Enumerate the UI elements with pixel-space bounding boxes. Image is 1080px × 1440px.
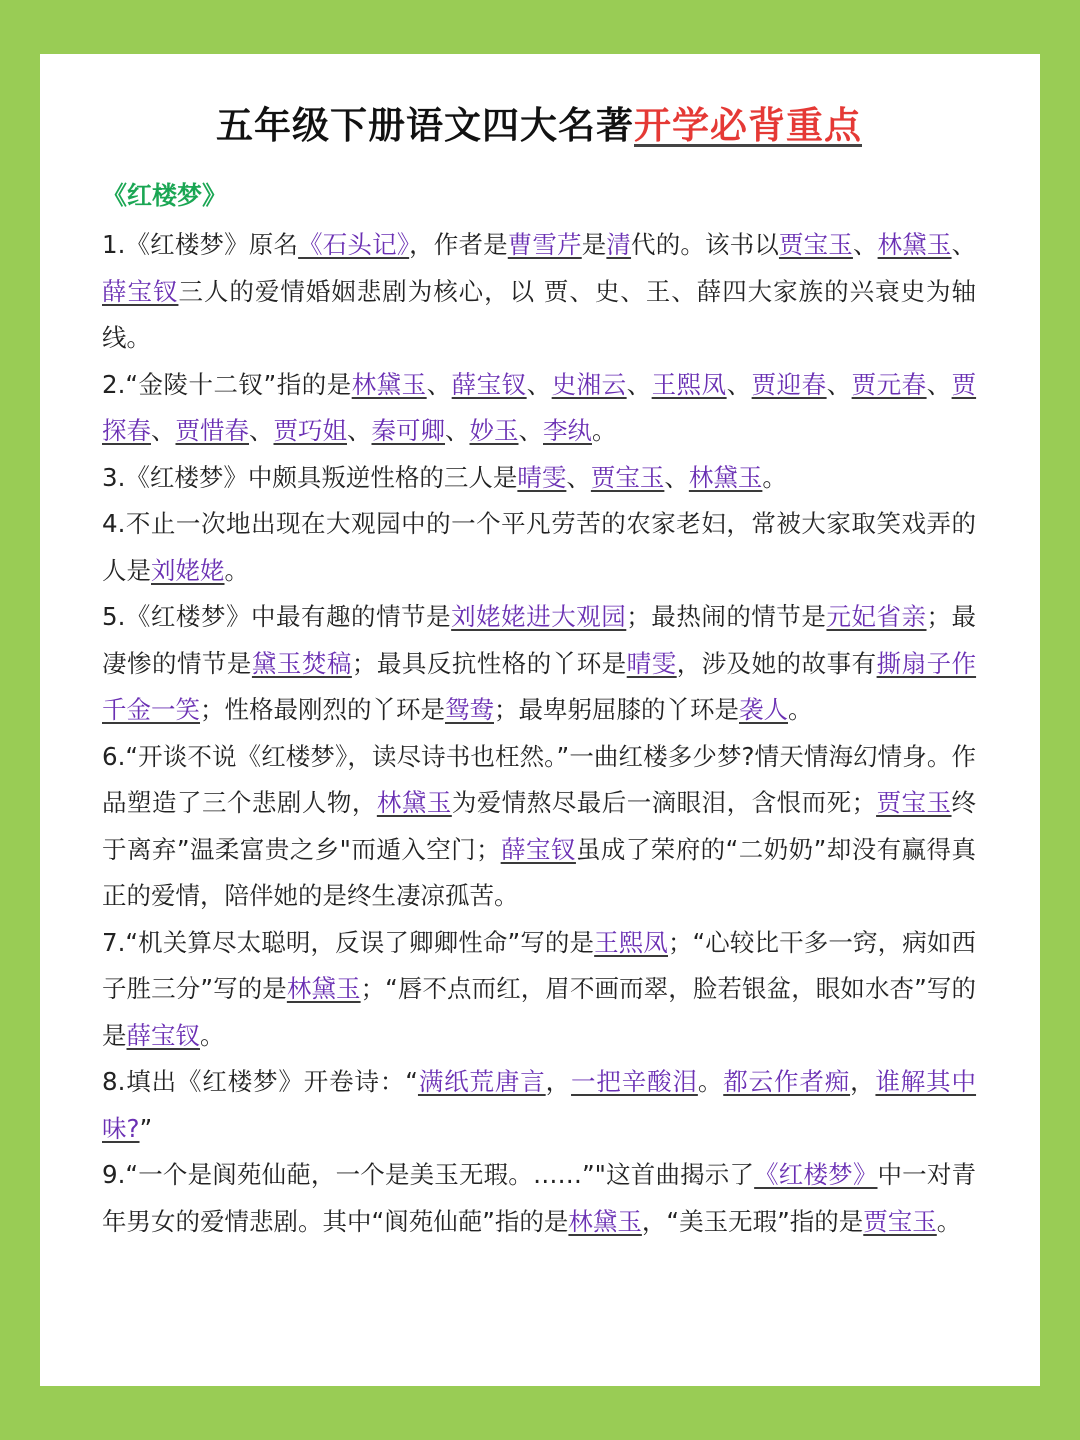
list-item [102,501,976,594]
item-text: ；“心较比干多一窍，病如西子胜三分”写的是 [102,927,976,1003]
key-answer: 史湘云 [551,369,627,399]
key-answer: 薛宝钗 [102,276,179,306]
item-text: ；最卑躬屈膝的丫环是 [494,695,739,724]
item-text: 2.“金陵十二钗”指的是 [102,369,352,399]
list-item [102,222,976,362]
key-points-list [102,222,976,1245]
item-text: 。 [762,462,787,492]
item-text: 、 [518,416,543,445]
item-text: ，涉及她的故事有 [676,648,877,678]
list-item [102,594,976,734]
key-answer: 王熙凤 [594,927,668,957]
key-answer: 谁解其中味? [102,1067,977,1143]
item-text: 、 [664,462,689,492]
key-answer: 清 [606,230,632,259]
item-text: 、 [826,369,852,399]
key-answer: 王熙凤 [651,369,727,399]
key-answer: 林黛玉 [877,230,952,259]
item-text: 、 [626,369,652,399]
item-text: ；最具反抗性格的丫环是 [351,648,627,678]
key-answer: 贾元春 [851,369,927,399]
key-answer: 林黛玉 [376,788,452,817]
section-heading: 《红楼梦》 [102,181,228,210]
item-text: 。 [936,1206,962,1236]
item-text: 8.填出《红楼梦》开卷诗：“ [102,1067,418,1096]
list-item [102,362,976,455]
item-text: 三人的爱情婚姻悲剧为核心，以 贾、史、王、薛四大家族的兴衰史为轴线。 [102,276,976,352]
list-item [102,920,976,1060]
page-title [102,100,976,152]
key-answer: 林黛玉 [351,369,427,399]
key-answer: 满纸荒唐言 [417,1067,546,1096]
key-answer: 贾惜春 [175,416,249,445]
item-text: 、 [526,369,552,399]
item-text: 7.“机关算尽太聪明，反误了卿卿性命”写的是 [102,927,595,957]
item-text: 。 [697,1067,724,1096]
item-text: 、 [151,416,176,445]
item-text: 。 [592,416,617,445]
key-answer: 鸳鸯 [445,695,494,724]
item-text: ；“唇不点而红，眉不画而翠，脸若银盆，眼如水杏”写的是 [102,974,976,1050]
key-answer: 薛宝钗 [500,834,576,864]
item-text: 、 [951,230,977,259]
key-answer: 贾宝玉 [863,1206,937,1236]
item-text: 、 [566,462,591,492]
document-card [40,54,1040,1386]
key-answer: 《石头记》 [298,230,410,259]
item-text: 是 [581,230,607,259]
key-answer: 撕扇子作千金一笑 [102,648,977,724]
item-text: ；性格最刚烈的丫环是 [200,695,445,724]
key-answer: 一把辛酸泪 [571,1067,698,1096]
key-answer: 刘姥姥进大观园 [451,602,627,631]
item-text: 6.“开谈不说《红楼梦》，读尽诗书也枉然。”一曲红楼多少梦?情天情海幻情身。作品塑造了三个悲剧人物， [102,741,976,817]
item-text: 、 [249,416,274,445]
item-text: 虽成了荣府的“二奶奶”却没有赢得真正的爱情，陪伴她的是终生凄凉孤苦。 [102,834,976,910]
key-answer: 曹雪芹 [507,230,582,259]
key-answer: 晴雯 [626,648,677,678]
key-answer: 贾宝玉 [590,462,665,492]
key-answer: 元妃省亲 [826,602,927,631]
key-answer: 李纨 [543,416,592,445]
item-text: ；最凄惨的情节是 [102,602,977,678]
item-text: 中一对青年男女的爱情悲剧。其中“阆苑仙葩”指的是 [102,1160,977,1236]
item-text: 9.“一个是阆苑仙葩，一个是美玉无瑕。……”"这首曲揭示了 [102,1160,755,1189]
key-answer: 黛玉焚稿 [251,648,352,678]
key-answer: 都云作者痴 [723,1067,851,1096]
key-answer: 袭人 [739,695,788,724]
item-text: 、 [926,369,952,399]
item-text: ，“美玉无瑕”指的是 [641,1206,864,1236]
key-answer: 林黛玉 [568,1206,642,1236]
key-answer: 晴雯 [517,462,567,492]
item-text: 、 [726,369,752,399]
list-item [102,734,976,920]
item-text: 4.不止一次地出现在大观园中的一个平凡劳苦的农家老妇，常被大家取笑戏弄的人是 [102,509,976,585]
key-answer: 妙玉 [469,416,519,445]
item-text: 1.《红楼梦》原名 [102,230,299,259]
title-main: 五年级下册语文四大名著 [216,104,634,147]
list-item [102,455,976,502]
item-text: 。 [200,1020,225,1050]
list-item [102,1152,976,1245]
item-text: 、 [852,230,878,259]
item-text: ” [139,1113,153,1143]
key-answer: 贾迎春 [751,369,827,399]
item-text: 。 [224,555,249,585]
key-answer: 刘姥姥 [151,555,225,585]
key-answer: 《红楼梦》 [754,1160,878,1189]
item-text: 3.《红楼梦》中颇具叛逆性格的三人是 [102,462,518,492]
key-answer: 薛宝钗 [126,1020,200,1050]
item-text: 为爱情熬尽最后一滴眼泪，含恨而死； [451,788,877,817]
key-answer: 秦可卿 [371,416,445,445]
item-text: ，作者是 [409,230,508,259]
item-text: 。 [788,695,813,724]
list-item [102,1059,976,1152]
key-answer: 贾宝玉 [778,230,853,259]
item-text: 代的。该书以 [631,230,779,259]
key-answer: 贾巧姐 [273,416,347,445]
item-text: 、 [426,369,452,399]
key-answer: 林黛玉 [688,462,763,492]
key-answer: 林黛玉 [286,974,361,1003]
key-answer: 贾宝玉 [876,788,952,817]
title-highlight: 开学必背重点 [634,104,862,147]
item-text: 5.《红楼梦》中最有趣的情节是 [102,602,452,631]
key-answer: 薛宝钗 [451,369,527,399]
item-text: ， [545,1067,572,1096]
item-text: ， [850,1067,876,1096]
item-text: ；最热闹的情节是 [626,602,827,631]
item-text: 、 [445,416,470,445]
item-text: 、 [347,416,372,445]
key-answer: 贾探春 [102,369,977,445]
item-text: 终于离弃”温柔富贵之乡"而遁入空门； [102,788,977,864]
